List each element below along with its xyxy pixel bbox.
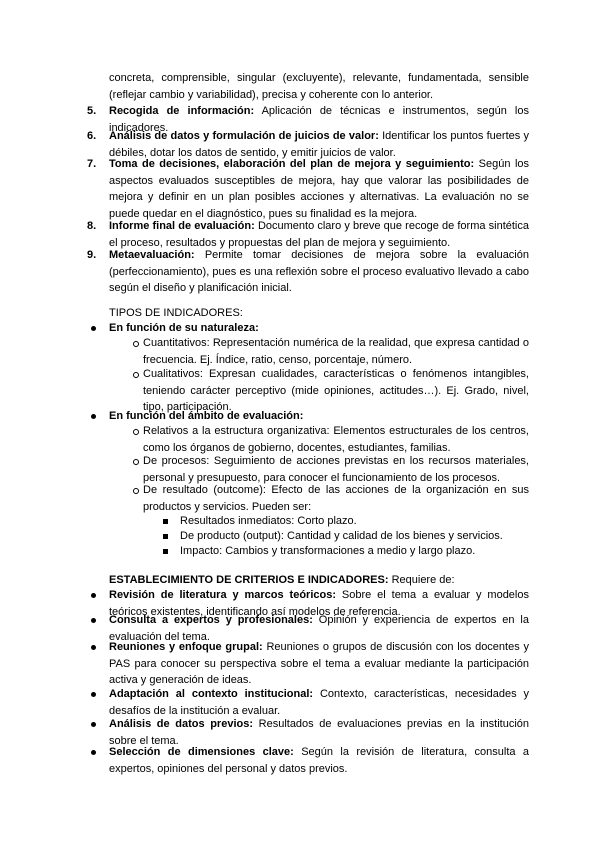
bullet-icon <box>91 722 96 727</box>
circle-bullet-icon <box>133 488 139 494</box>
circle-bullet-icon <box>133 429 139 435</box>
bullet-icon <box>91 750 96 755</box>
step-number: 5. <box>87 105 97 117</box>
criterio-term: Selección de dimensiones clave: <box>109 746 294 758</box>
step-term: Toma de decisiones, elaboración del plan de mejora y seguimiento: <box>109 158 475 170</box>
step-number: 9. <box>87 249 97 261</box>
criterios-heading-suffix: Requiere de: <box>388 574 455 586</box>
criterio-desc: Contexto, características, necesidades y desafíos de la institución a evaluar. <box>109 688 529 717</box>
tipos-heading: TIPOS DE INDICADORES: <box>109 307 243 319</box>
step-term: Recogida de información: <box>109 105 255 117</box>
criterios-heading-title: ESTABLECIMIENTO DE CRITERIOS E INDICADORES: <box>109 574 389 586</box>
sub-list-item: De producto (output): Cantidad y calidad de los bienes y servicios. <box>180 530 503 542</box>
ambito-label: En función del ámbito de evaluación: <box>109 410 304 422</box>
step-term: Análisis de datos y formulación de juicios de valor: <box>109 130 379 142</box>
step-term: Informe final de evaluación: <box>109 220 255 232</box>
step-desc: Permite tomar decisiones de mejora sobre la evaluación (perfeccionamiento), pues es una reflexión sobre el proceso evaluativo llevado a cabo según el diseño y planificación inicial. <box>109 249 529 294</box>
criterio-term: Adaptación al contexto institucional: <box>109 688 314 700</box>
intro-paragraph: concreta, comprensible, singular (excluyente), relevante, fundamentada, sensible (reflejar cambio y variabilidad), precisa y coherente con lo anterior. <box>109 72 529 101</box>
criterio-term: Reuniones y enfoque grupal: <box>109 641 263 653</box>
list-item: Cualitativos: Expresan cualidades, características o fenómenos intangibles, teniendo carácter perceptivo (mide opiniones, actitudes…). Ej. Grado, nivel, tipo, participación. <box>143 368 529 413</box>
bullet-icon <box>91 414 96 419</box>
step-number: 6. <box>87 130 97 142</box>
step-term: Metaevaluación: <box>109 249 195 261</box>
step-item <box>109 247 529 297</box>
square-bullet-icon <box>163 519 168 524</box>
square-bullet-icon <box>163 549 168 554</box>
bullet-icon <box>91 692 96 697</box>
list-item: Relativos a la estructura organizativa: Elementos estructurales de los centros, como los órganos de gobierno, docentes, estudiantes, familias. <box>143 425 529 454</box>
list-item: De resultado (outcome): Efecto de las acciones de la organización en sus productos y servicios. Pueden ser: <box>143 484 529 513</box>
criterio-term: Revisión de literatura y marcos teóricos: <box>109 589 336 601</box>
criterio-desc: Según la revisión de literatura, consulta a expertos, opiniones del personal y datos previos. <box>109 746 530 775</box>
criterio-desc: Reuniones o grupos de discusión con los docentes y PAS para conocer su perspectiva sobre el tema a evaluar mediante la participación activa y generación de ideas. <box>109 641 529 686</box>
sub-list-item: Resultados inmediatos: Corto plazo. <box>180 515 357 527</box>
criterio-desc: Resultados de evaluaciones previas en la institución sobre el tema. <box>109 718 529 747</box>
step-desc: Aplicación de técnicas e instrumentos, según los indicadores. <box>109 105 529 134</box>
square-bullet-icon <box>163 534 168 539</box>
list-item: Cuantitativos: Representación numérica de la realidad, que expresa cantidad o frecuencia. Ej. Índice, ratio, censo, porcentaje, número. <box>143 337 529 366</box>
step-desc: Identificar los puntos fuertes y débiles, dotar los datos de sentido, y emitir juicios de valor. <box>109 130 529 159</box>
criterio-item <box>109 686 529 719</box>
circle-bullet-icon <box>133 459 139 465</box>
criterio-desc: Opinión y experiencia de expertos en la evaluación del tema. <box>109 614 529 643</box>
criterio-term: Análisis de datos previos: <box>109 718 254 730</box>
step-desc: Según los aspectos evaluados susceptibles de mejora, hay que valorar las posibilidades de mejora y definir en un plan posibles acciones y alternativas. La evaluación no se puede quedar en el diagnóstico, pues su finalidad es la mejora. <box>109 158 530 220</box>
step-item <box>109 156 529 222</box>
naturaleza-label: En función de su naturaleza: <box>109 322 259 334</box>
criterio-item <box>109 639 529 689</box>
list-item: De procesos: Seguimiento de acciones previstas en los recursos materiales, personal y presupuesto, para conocer el funcionamiento de los procesos. <box>143 455 529 484</box>
sub-list-item: Impacto: Cambios y transformaciones a medio y largo plazo. <box>180 545 476 557</box>
bullet-icon <box>91 593 96 598</box>
criterio-term: Consulta a expertos y profesionales: <box>109 614 313 626</box>
circle-bullet-icon <box>133 341 139 347</box>
criterio-desc: Sobre el tema a evaluar y modelos teóricos existentes, identificando así modelos de referencia. <box>109 589 529 618</box>
bullet-icon <box>91 618 96 623</box>
criterio-item <box>109 744 529 777</box>
step-number: 7. <box>87 158 97 170</box>
bullet-icon <box>91 645 96 650</box>
bullet-icon <box>91 326 96 331</box>
step-desc: Documento claro y breve que recoge de forma sintética el proceso, resultados y propuestas del plan de mejora y seguimiento. <box>109 220 529 249</box>
step-number: 8. <box>87 220 97 232</box>
circle-bullet-icon <box>133 372 139 378</box>
